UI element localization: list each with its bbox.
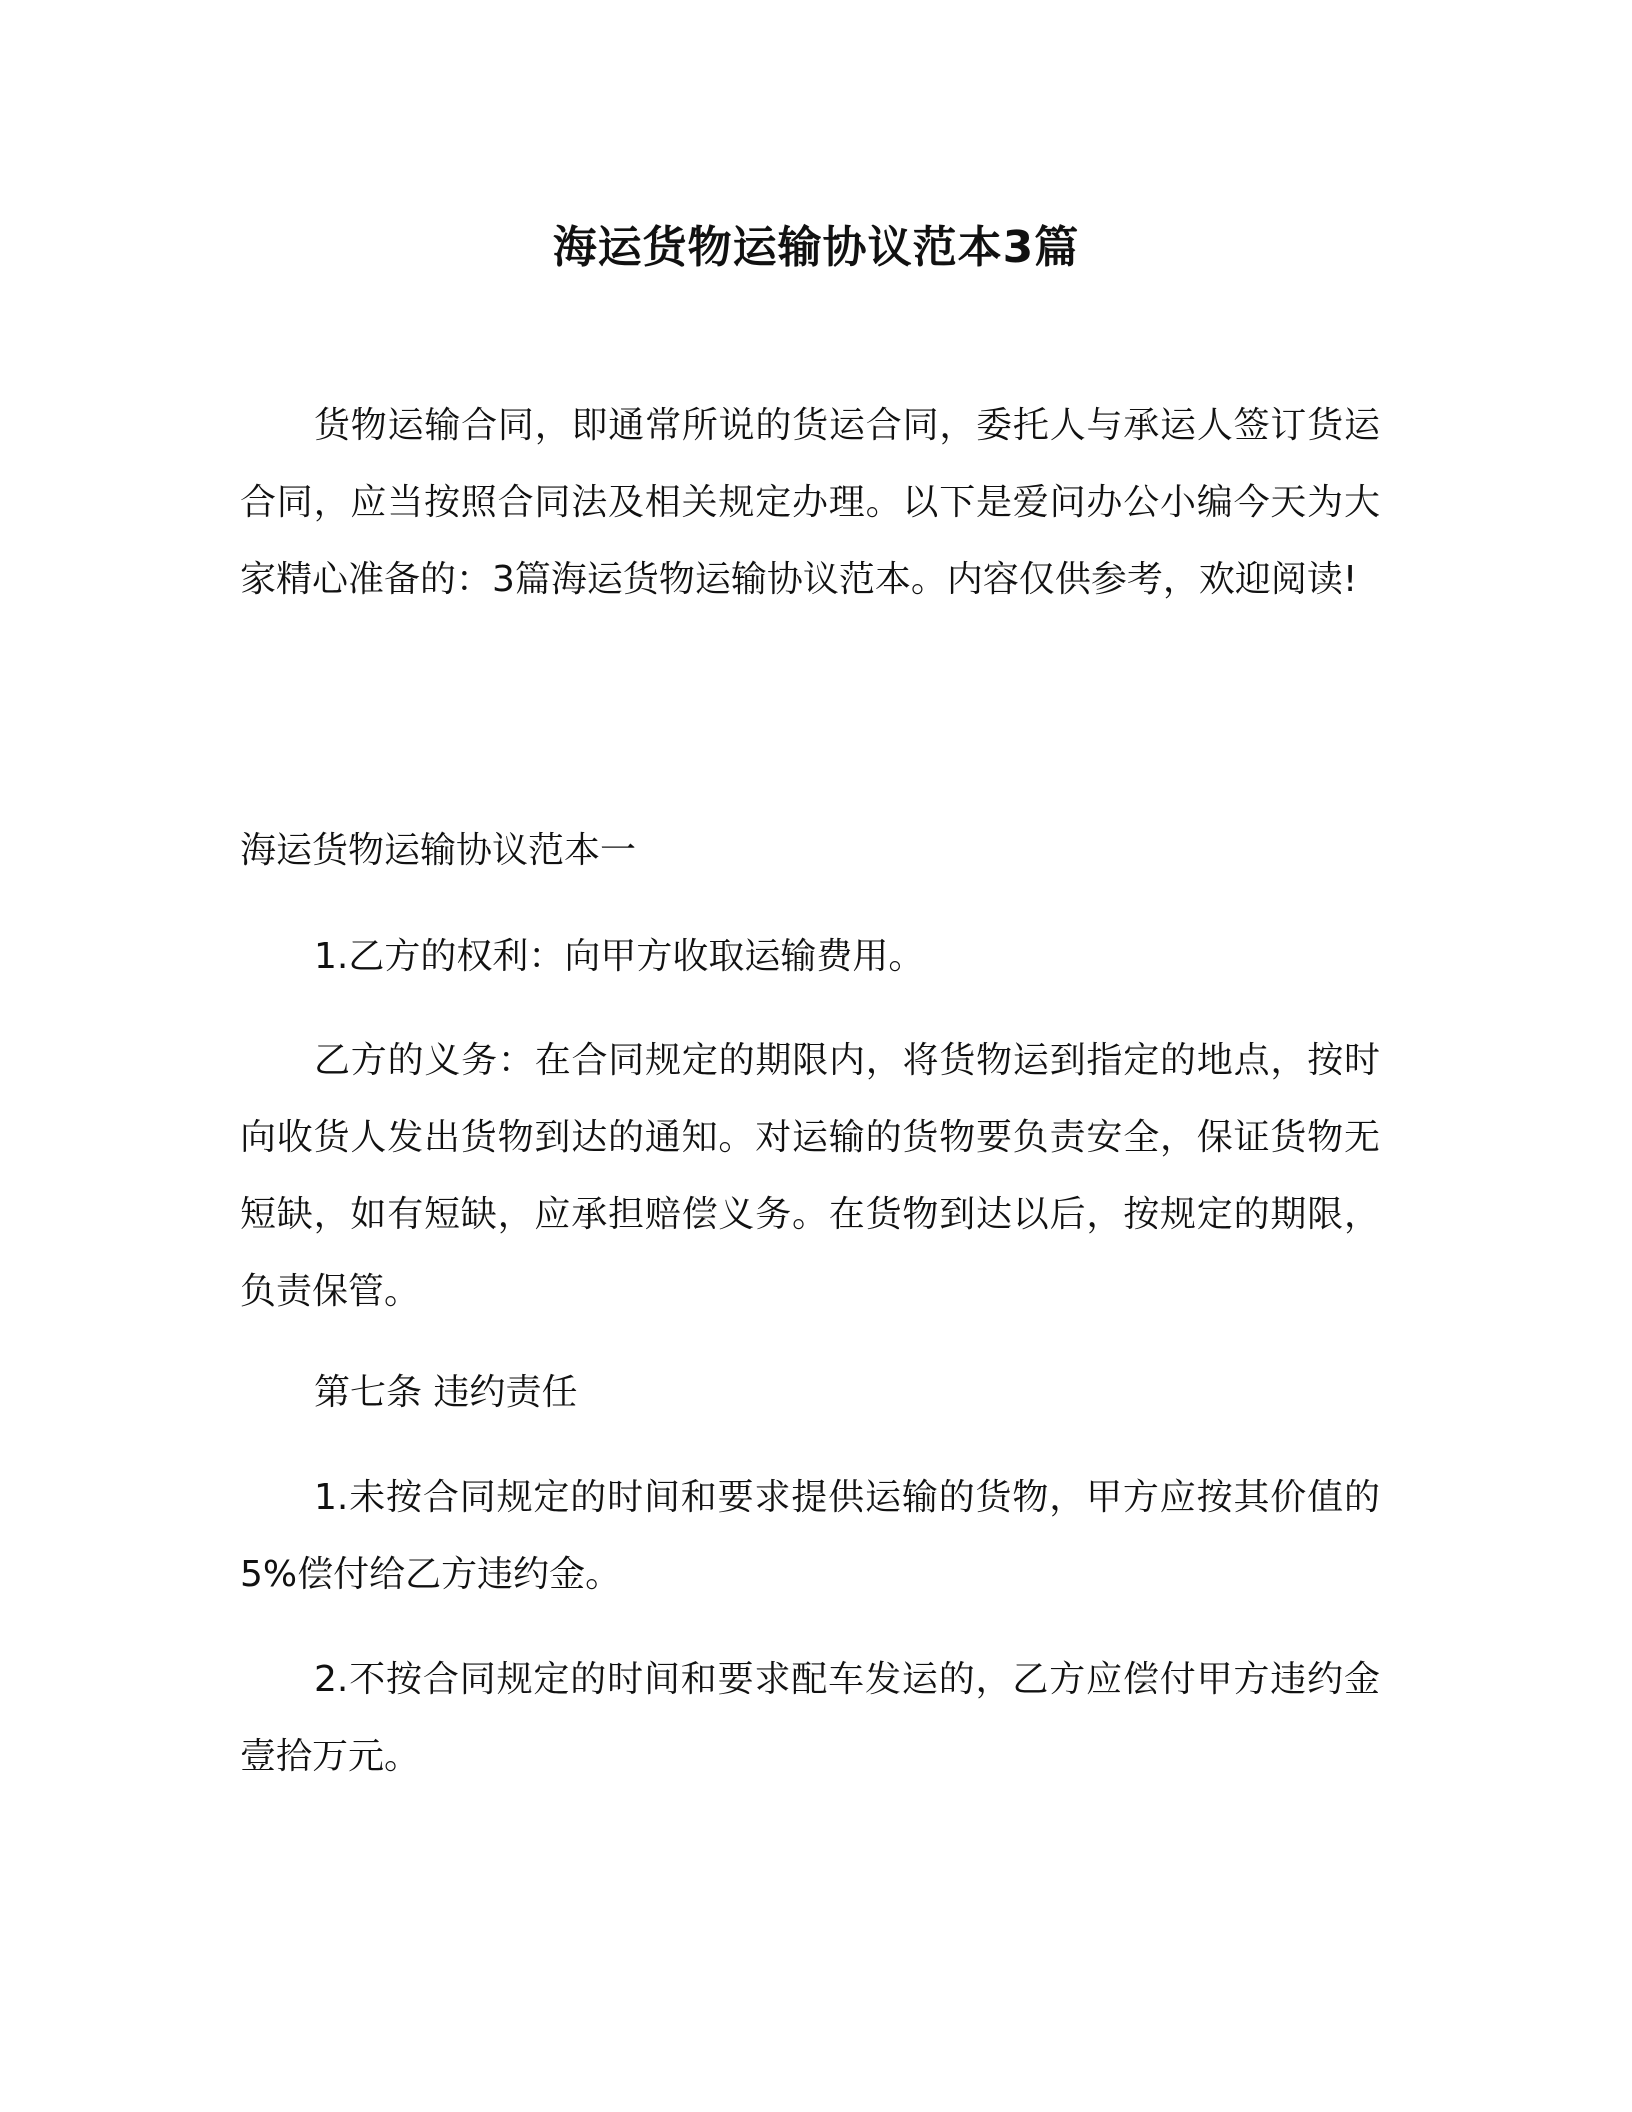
- breach-paragraph-2: 2.不按合同规定的时间和要求配车发运的，乙方应偿付甲方违约金壹拾万元。: [240, 1659, 1380, 1777]
- breach-paragraph-1: 1.未按合同规定的时间和要求提供运输的货物，甲方应按其价值的5%偿付给乙方违约金。: [240, 1477, 1380, 1595]
- article-heading: 第七条 违约责任: [314, 1372, 578, 1413]
- obligations-paragraph: 乙方的义务：在合同规定的期限内，将货物运到指定的地点，按时向收货人发出货物到达的通知。对运输的货物要负责安全，保证货物无短缺，如有短缺，应承担赔偿义务。在货物到达以后，按规定的期限，负责保管。: [240, 1040, 1380, 1312]
- rights-paragraph: 1.乙方的权利：向甲方收取运输费用。: [314, 936, 925, 977]
- section-heading: 海运货物运输协议范本一: [240, 830, 637, 871]
- document-title: 海运货物运输协议范本3篇: [552, 222, 1080, 273]
- intro-paragraph: 货物运输合同，即通常所说的货运合同，委托人与承运人签订货运合同，应当按照合同法及相关规定办理。以下是爱问办公小编今天为大家精心准备的：3篇海运货物运输协议范本。内容仅供参考，欢迎阅读!: [240, 405, 1380, 600]
